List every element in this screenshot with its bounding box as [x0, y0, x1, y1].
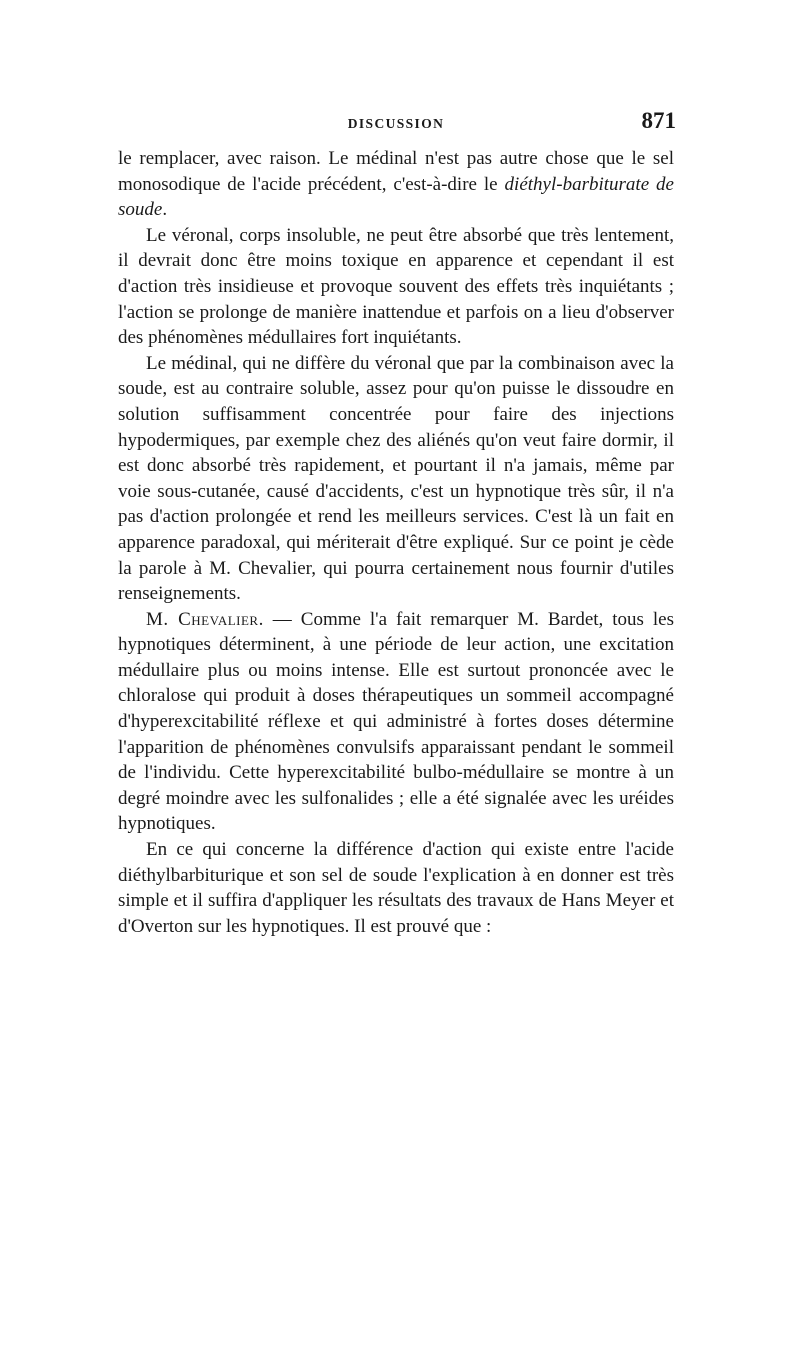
paragraph-4-text: — Comme l'a fait remarquer M. Bardet, tous les hypnotiques déterminent, à une période de leur action, une excitation médullaire plus ou moins intense. Elle est surtout prononcée avec le chloralose qui produit à doses thérapeutiques un sommeil accompagné d'hyperexcitabilité réflexe et qui administré à fortes doses détermine l'apparition de phénomènes convulsifs apparaissant pendant le sommeil de l'individu. Cette hyperexcitabilité bulbo-médullaire se montre à un degré moindre avec les sulfonalides ; elle a été signalée avec les uréides hypnotiques.: [118, 608, 674, 835]
running-head: [118, 108, 674, 138]
speaker-name: M. Chevalier.: [146, 608, 264, 630]
paragraph-1-italic: diéthyl-barbiturate de soude: [118, 173, 674, 221]
book-page: [0, 108, 800, 1370]
paragraph-5: En ce qui concerne la différence d'action qui existe entre l'acide diéthylbarbiturique et son sel de soude l'explication à en donner est très simple et il suffira d'appliquer les résultats des travaux de Hans Meyer et d'Overton sur les hypnotiques. Il est prouvé que :: [118, 839, 674, 937]
paragraph-1-text: le remplacer, avec raison. Le médinal n'est pas autre chose que le sel monosodique de l'acide précédent, c'est-à-dire le: [118, 148, 674, 195]
page-number: 871: [641, 108, 676, 133]
running-title: DISCUSSION: [347, 116, 445, 131]
paragraph-4: [118, 607, 674, 837]
body-text: [118, 146, 674, 939]
paragraph-1-end: .: [162, 199, 168, 221]
paragraph-3: Le médinal, qui ne diffère du véronal que par la combinaison avec la soude, est au contraire soluble, assez pour qu'on puisse le dissoudre en solution suffisamment concentrée pour faire des injections hypodermiques, par exemple chez des aliénés qu'on veut faire dormir, il est donc absorbé très rapidement, et pourtant il n'a jamais, même par voie sous-cutanée, causé d'accidents, c'est un hypnotique très sûr, il n'a pas d'action prolongée et rend les meilleurs services. C'est là un fait en apparence paradoxal, qui mériterait d'être expliqué. Sur ce point je cède la parole à M. Chevalier, qui pourra certainement nous fournir d'utiles renseignements.: [118, 352, 674, 605]
paragraph-1: [118, 146, 674, 223]
paragraph-2: Le véronal, corps insoluble, ne peut être absorbé que très lentement, il devrait donc être moins toxique en apparence et cependant il est d'action très insidieuse et provoque souvent des effets très inquiétants ; l'action se prolonge de manière inattendue et parfois on a lieu d'observer des phénomènes médullaires fort inquiétants.: [118, 224, 674, 349]
